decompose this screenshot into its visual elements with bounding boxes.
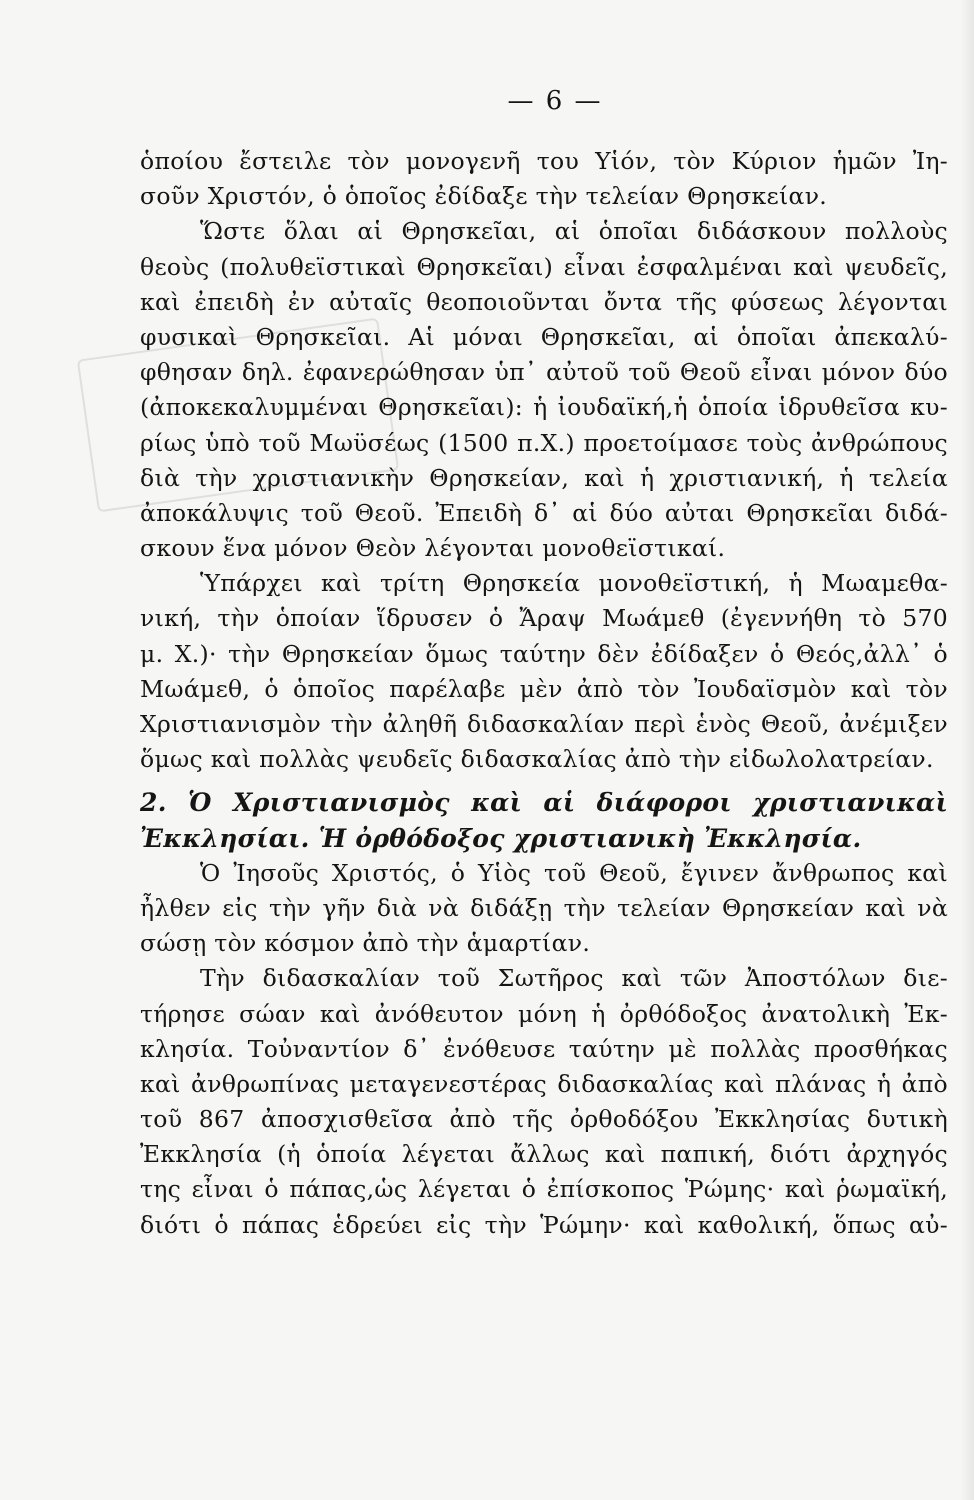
paragraph bbox=[140, 144, 948, 214]
body-text bbox=[140, 144, 948, 1243]
paragraph bbox=[140, 961, 948, 1243]
heading-line: Ἐκκλησίαι. Ἡ ὀρθόδοξος χριστιανικὴ Ἐκκλησία. bbox=[140, 823, 862, 853]
text-line: καὶ ἐπειδὴ ἐν αὐταῖς θεοποιοῦνται ὄντα τῆς φύσεως λέγονται bbox=[140, 287, 948, 316]
text-line: σοῦν Χριστόν, ὁ ὁποῖος ἐδίδαξε τὴν τελείαν Θρησκείαν. bbox=[140, 182, 828, 211]
text-line: διότι ὁ πάπας ἑδρεύει εἰς τὴν Ῥώμην· καὶ καθολική, ὅπως αὐ- bbox=[140, 1210, 948, 1239]
page-edge-shadow bbox=[960, 0, 974, 1500]
text-line: τήρησε σώαν καὶ ἀνόθευτον μόνη ἡ ὀρθόδοξος ἀνατολικὴ Ἐκ- bbox=[140, 999, 948, 1028]
text-line: ὅμως καὶ πολλὰς ψευδεῖς διδασκαλίας ἀπὸ τὴν εἰδωλολατρείαν. bbox=[140, 745, 934, 774]
page-number: — 6 — bbox=[507, 86, 603, 116]
paragraph bbox=[140, 214, 948, 566]
text-line: φυσικαὶ Θρησκεῖαι. Αἱ μόναι Θρησκεῖαι, αἱ ὁποῖαι ἀπεκαλύ- bbox=[140, 322, 948, 351]
text-line: Ἐκκλησία (ἡ ὁποία λέγεται ἄλλως καὶ παπική, διότι ἀρχηγός bbox=[140, 1140, 948, 1169]
text-line: Τὴν διδασκαλίαν τοῦ Σωτῆρος καὶ τῶν Ἀποστόλων διε- bbox=[200, 964, 948, 993]
text-line: καὶ ἀνθρωπίνας μεταγενεστέρας διδασκαλίας καὶ πλάνας ἡ ἀπὸ bbox=[140, 1069, 948, 1098]
text-line: Ὑπάρχει καὶ τρίτη Θρησκεία μονοθεϊστική, ἡ Μωαμεθα- bbox=[200, 569, 948, 598]
text-line: Ὥστε ὅλαι αἱ Θρησκεῖαι, αἱ ὁποῖαι διδάσκουν πολλοὺς bbox=[200, 217, 948, 246]
text-line: ὁποίου ἔστειλε τὸν μονογενῆ του Υἱόν, τὸν Κύριον ἡμῶν Ἰη- bbox=[140, 147, 948, 175]
text-line: σώσῃ τὸν κόσμον ἀπὸ τὴν ἁμαρτίαν. bbox=[140, 929, 591, 958]
text-line: κλησία. Τοὐναντίον δ᾿ ἐνόθευσε ταύτην μὲ πολλὰς προσθήκας bbox=[140, 1034, 948, 1063]
text-line: σκουν ἕνα μόνον Θεὸν λέγονται μονοθεϊστικαί. bbox=[140, 534, 726, 563]
text-line: φθησαν δηλ. ἐφανερώθησαν ὑπ᾿ αὐτοῦ τοῦ Θεοῦ εἶναι μόνον δύο bbox=[140, 358, 948, 387]
text-line: μ. Χ.)· τὴν Θρησκείαν ὅμως ταύτην δὲν ἐδίδαξεν ὁ Θεός,ἀλλ᾿ ὁ bbox=[140, 639, 948, 668]
paragraph bbox=[140, 856, 948, 962]
text-line: ἀποκάλυψις τοῦ Θεοῦ. Ἐπειδὴ δ᾿ αἱ δύο αὐται Θρησκεῖαι διδά- bbox=[140, 498, 948, 527]
text-line: της εἶναι ὁ πάπας,ὡς λέγεται ὁ ἐπίσκοπος Ῥώμης· καὶ ῥωμαϊκή, bbox=[140, 1175, 948, 1204]
text-line: ἦλθεν εἰς τὴν γῆν διὰ νὰ διδάξῃ τὴν τελείαν Θρησκείαν καὶ νὰ bbox=[140, 893, 948, 922]
text-line: ρίως ὑπὸ τοῦ Μωϋσέως (1500 π.Χ.) προετοίμασε τοὺς ἀνθρώπους bbox=[140, 428, 948, 457]
heading-line: 2. Ὁ Χριστιανισμὸς καὶ αἱ διάφοροι χριστιανικαὶ bbox=[140, 788, 948, 818]
text-line: Χριστιανισμὸν τὴν ἀληθῆ διδασκαλίαν περὶ ἑνὸς Θεοῦ, ἀνέμιξεν bbox=[140, 710, 948, 738]
spacer bbox=[140, 777, 948, 785]
section-heading bbox=[140, 785, 948, 855]
text-line: διὰ τὴν χριστιανικὴν Θρησκείαν, καὶ ἡ χριστιανική, ἡ τελεία bbox=[140, 463, 948, 492]
text-line: Ὁ Ἰησοῦς Χριστός, ὁ Υἱὸς τοῦ Θεοῦ, ἔγινεν ἄνθρωπος καὶ bbox=[200, 858, 948, 887]
text-line: (ἀποκεκαλυμμέναι Θρησκεῖαι): ἡ ἰουδαϊκή,ἡ ὁποία ἱδρυθεῖσα κυ- bbox=[140, 393, 948, 422]
text-line: τοῦ 867 ἀποσχισθεῖσα ἀπὸ τῆς ὀρθοδόξου Ἐκκλησίας δυτικὴ bbox=[140, 1105, 948, 1134]
text-line: νική, τὴν ὁποίαν ἵδρυσεν ὁ Ἄραψ Μωάμεθ (ἐγεννήθη τὸ 570 bbox=[140, 604, 948, 633]
text-line: θεοὺς (πολυθεϊστικαὶ Θρησκεῖαι) εἶναι ἐσφαλμέναι καὶ ψευδεῖς, bbox=[140, 252, 948, 281]
text-line: Μωάμεθ, ὁ ὁποῖος παρέλαβε μὲν ἀπὸ τὸν Ἰουδαϊσμὸν καὶ τὸν bbox=[140, 674, 948, 703]
paragraph bbox=[140, 566, 948, 777]
